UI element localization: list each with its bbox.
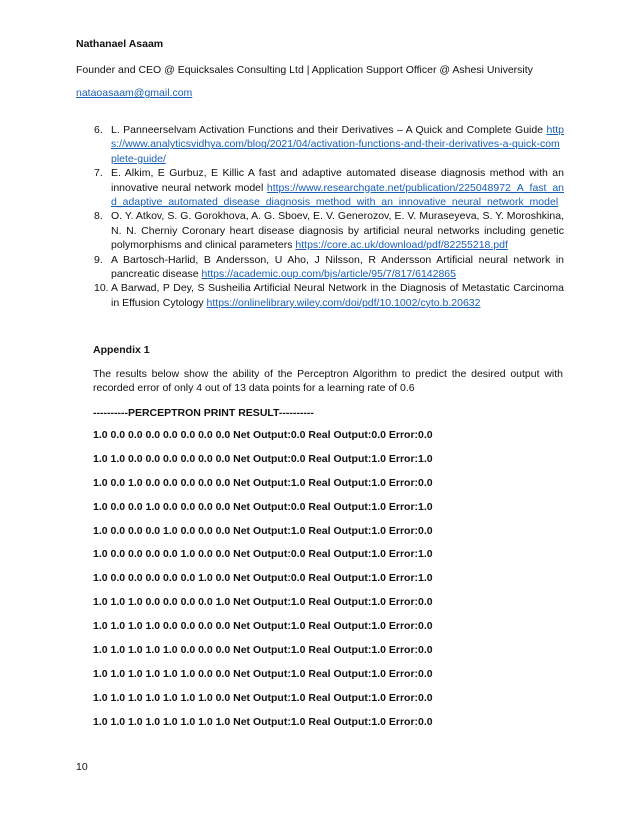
result-line: 1.0 1.0 1.0 1.0 1.0 1.0 1.0 1.0 Net Output:1.0 Real Output:1.0 Error:0.0 <box>93 715 433 728</box>
result-line: 1.0 0.0 0.0 0.0 0.0 1.0 0.0 0.0 Net Output:0.0 Real Output:1.0 Error:1.0 <box>93 548 433 561</box>
result-line: 1.0 0.0 0.0 0.0 1.0 0.0 0.0 0.0 Net Output:1.0 Real Output:1.0 Error:0.0 <box>93 524 433 537</box>
result-line: 1.0 0.0 0.0 1.0 0.0 0.0 0.0 0.0 Net Output:0.0 Real Output:1.0 Error:1.0 <box>93 500 433 513</box>
reference-number: 9. <box>94 253 103 266</box>
reference-link[interactable]: https://core.ac.uk/download/pdf/82255218.pdf <box>295 239 508 252</box>
appendix-title: Appendix 1 <box>93 344 150 356</box>
reference-link[interactable]: https://www.analyticsvidhya.com/blog/2021/04/activation-functions-and-their-derivatives-a-quick-complete-guide/ <box>111 124 564 165</box>
reference-text: L. Panneerselvam Activation Functions and their Derivatives – A Quick and Complete Guide <box>111 124 547 136</box>
result-line: 1.0 1.0 1.0 1.0 1.0 0.0 0.0 0.0 Net Output:1.0 Real Output:1.0 Error:0.0 <box>93 644 433 657</box>
result-line: 1.0 1.0 1.0 1.0 1.0 1.0 0.0 0.0 Net Output:1.0 Real Output:1.0 Error:0.0 <box>93 667 433 680</box>
reference-text: A Barwad, P Dey, S Susheilia Artificial Neural Network in the Diagnosis of Metastatic Carcinoma in Effusion Cytology <box>111 282 564 309</box>
appendix-intro: The results below show the ability of the Perceptron Algorithm to predict the desired output with recorded error of only 4 out of 13 data points for a learning rate of 0.6 <box>93 368 563 395</box>
result-line: 1.0 0.0 1.0 0.0 0.0 0.0 0.0 0.0 Net Output:1.0 Real Output:1.0 Error:0.0 <box>93 476 433 489</box>
reference-number: 8. <box>94 210 103 223</box>
result-line: 1.0 1.0 1.0 1.0 0.0 0.0 0.0 0.0 Net Output:1.0 Real Output:1.0 Error:0.0 <box>93 620 433 633</box>
reference-number: 6. <box>94 124 103 136</box>
result-line: 1.0 1.0 0.0 0.0 0.0 0.0 0.0 0.0 Net Output:0.0 Real Output:1.0 Error:1.0 <box>93 452 433 465</box>
reference-list <box>76 123 564 310</box>
reference-number: 10. <box>94 282 109 295</box>
author-role: Founder and CEO @ Equicksales Consulting Ltd | Application Support Officer @ Ashesi University <box>76 64 533 76</box>
page-number: 10 <box>76 761 88 773</box>
reference-link[interactable]: https://www.researchgate.net/publication/225048972_A_fast_and_adaptive_automated_disease_diagnosis_method_with_an_innovative_neural_network_model <box>111 181 564 209</box>
reference-item <box>76 166 564 209</box>
reference-link[interactable]: https://academic.oup.com/bjs/article/95/7/817/6142865 <box>201 268 456 281</box>
result-line: 1.0 1.0 1.0 1.0 1.0 1.0 1.0 0.0 Net Output:1.0 Real Output:1.0 Error:0.0 <box>93 691 433 704</box>
author-name: Nathanael Asaam <box>76 38 164 50</box>
reference-item <box>76 281 564 310</box>
reference-link[interactable]: https://onlinelibrary.wiley.com/doi/pdf/10.1002/cyto.b.20632 <box>206 296 481 309</box>
reference-text: A Bartosch-Harlid, B Andersson, U Aho, J Nilsson, R Andersson Artificial neural network in pancreatic disease <box>111 253 564 281</box>
reference-item <box>76 209 564 252</box>
reference-text: O. Y. Atkov, S. G. Gorokhova, A. G. Sboev, E. V. Generozov, E. V. Muraseyeva, S. Y. Moroshkina, N. N. Cherniy Coronary heart disease diagnosis by artificial neural networks including genetic polymorphisms and clinical parameters <box>111 210 564 252</box>
reference-text: E. Alkim, E Gurbuz, E Killic A fast and adaptive automated disease diagnosis method with an innovative neural network model <box>111 167 564 194</box>
reference-item <box>76 123 564 166</box>
reference-item <box>76 253 564 282</box>
reference-number: 7. <box>94 167 103 180</box>
perceptron-result-list <box>93 428 433 739</box>
author-email-link[interactable]: nataoasaam@gmail.com <box>76 87 193 99</box>
result-line: 1.0 0.0 0.0 0.0 0.0 0.0 0.0 0.0 Net Output:0.0 Real Output:0.0 Error:0.0 <box>93 429 433 441</box>
result-line: 1.0 0.0 0.0 0.0 0.0 0.0 1.0 0.0 Net Output:0.0 Real Output:1.0 Error:1.0 <box>93 572 433 585</box>
result-header: ----------PERCEPTRON PRINT RESULT---------- <box>93 407 314 419</box>
result-line: 1.0 1.0 1.0 0.0 0.0 0.0 0.0 1.0 Net Output:1.0 Real Output:1.0 Error:0.0 <box>93 596 433 609</box>
